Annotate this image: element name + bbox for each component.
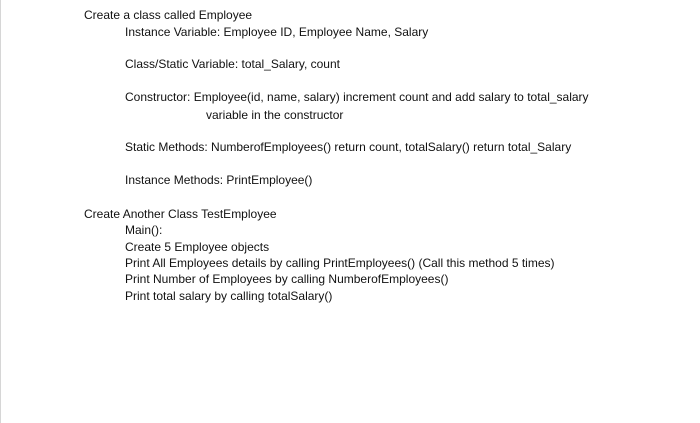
test-employee-class-heading: Create Another Class TestEmployee [84, 207, 277, 221]
employee-class-heading: Create a class called Employee [84, 8, 253, 22]
static-variables-line: Class/Static Variable: total_Salary, count [125, 57, 340, 71]
constructor-line-continued: variable in the constructor [206, 108, 344, 122]
step-print-count: Print Number of Employees by calling NumberofEmployees() [125, 272, 449, 286]
static-methods-line: Static Methods: NumberofEmployees() return count, totalSalary() return total_Salary [125, 140, 572, 154]
step-print-employees: Print All Employees details by calling PrintEmployees() (Call this method 5 times) [125, 256, 555, 270]
main-method-line: Main(): [125, 223, 163, 237]
instance-methods-line: Instance Methods: PrintEmployee() [125, 173, 313, 187]
step-print-total-salary: Print total salary by calling totalSalary() [125, 289, 333, 303]
instance-variables-line: Instance Variable: Employee ID, Employee Name, Salary [125, 25, 429, 39]
step-create-objects: Create 5 Employee objects [125, 240, 270, 254]
constructor-line: Constructor: Employee(id, name, salary) increment count and add salary to total_salary [125, 90, 589, 104]
